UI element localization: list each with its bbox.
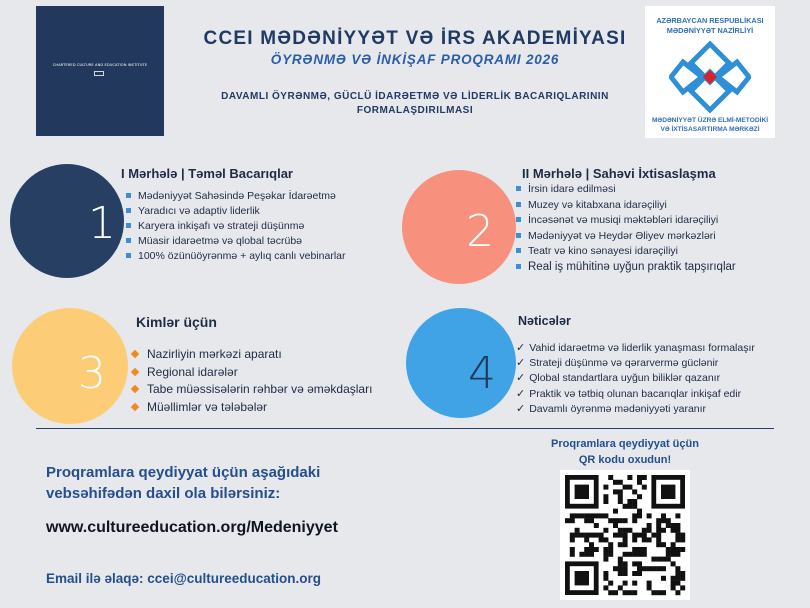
qr-caption-line-2: QR kodu oxudun! <box>578 454 672 466</box>
tagline-line-1: DAVAMLI ÖYRƏNMƏ, GÜCLÜ İDARƏETMƏ VƏ LİDERLİK BACARIQLARININ <box>221 91 609 102</box>
center-name-line-1: MƏDƏNİYYƏT ÜZRƏ ELMİ-METODİKİ <box>651 117 769 124</box>
item-text: Davamlı öyrənmə mədəniyyəti yaranır <box>529 402 707 415</box>
stage-1-circle <box>10 164 124 278</box>
bullet-icon <box>516 186 521 191</box>
center-name <box>645 116 775 134</box>
list-item <box>126 189 346 204</box>
list-item <box>516 402 755 417</box>
stage-1-title: I Mərhələ | Təməl Bacarıqlar <box>121 166 293 181</box>
ministry-logo <box>645 6 775 138</box>
item-text: Mədəniyyət və Heydər Əliyev mərkəzləri <box>528 229 716 242</box>
qr-code[interactable] <box>560 470 690 600</box>
bullet-icon <box>516 264 521 269</box>
bullet-icon <box>126 193 131 198</box>
list-item <box>516 244 736 260</box>
qr-caption-line-1: Proqramlara qeydiyyat üçün <box>551 438 699 450</box>
item-text: Vahid idarəetmə və liderlik yanaşması formalaşır <box>529 342 755 354</box>
bullet-icon <box>516 233 521 238</box>
list-item <box>516 356 755 371</box>
check-icon: ✓ <box>516 386 526 400</box>
check-icon: ✓ <box>516 401 526 415</box>
check-icon: ✓ <box>516 341 526 354</box>
bullet-icon <box>126 238 131 243</box>
contact-email[interactable]: Email ilə əlaqə: ccei@cultureeducation.org <box>46 571 321 586</box>
bullet-icon <box>126 253 131 258</box>
tagline <box>200 90 630 118</box>
bullet-icon <box>516 248 521 253</box>
stage-1-list <box>126 189 346 264</box>
item-text: Karyera inkişafı və strateji düşünmə <box>138 220 305 232</box>
item-text: Müasir idarəetmə və qlobal təcrübə <box>138 235 303 247</box>
list-item <box>132 381 372 399</box>
qr-caption <box>520 436 730 468</box>
registration-line-1: Proqramlara qeydiyyat üçün aşağıdaki <box>46 464 321 481</box>
ministry-name-line-1: AZƏRBAYCAN RESPUBLİKASI <box>656 16 764 25</box>
item-text: İrsin idarə edilməsi <box>528 183 616 195</box>
check-icon: ✓ <box>516 371 526 385</box>
results-title: Nəticələr <box>518 314 571 328</box>
bullet-icon <box>131 402 139 410</box>
ornament-emblem-icon <box>669 40 751 114</box>
audience-number: 3 <box>78 348 106 399</box>
list-item <box>126 249 346 264</box>
audience-title: Kimlər üçün <box>136 314 217 330</box>
results-circle <box>406 308 516 418</box>
bullet-icon <box>126 208 131 213</box>
website-link[interactable]: www.cultureeducation.org/Medeniyyet <box>46 519 338 536</box>
list-item <box>126 219 346 234</box>
list-item <box>516 260 736 276</box>
list-item <box>516 182 736 198</box>
list-item <box>516 198 736 214</box>
item-text: İncəsənət və musiqi məktəbləri idarəçiliyi <box>528 214 719 226</box>
page-title: CCEI MƏDƏNİYYƏT VƏ İRS AKADEMİYASI <box>203 28 627 49</box>
list-item <box>132 364 372 382</box>
item-text: Müəllimlər və tələbələr <box>147 399 268 414</box>
item-text: Teatr və kino sənayesi idarəçiliyi <box>528 245 678 257</box>
logo-mark-icon <box>94 71 104 76</box>
registration-line-2: vebsəhifədən daxil ola bilərsiniz: <box>46 485 281 502</box>
results-list <box>516 341 755 417</box>
stage-2-circle <box>402 170 516 284</box>
audience-circle <box>12 308 128 424</box>
item-text: Strateji düşünmə və qərarvermə güclənir <box>529 357 719 370</box>
tagline-line-2: FORMALAŞDIRILMASI <box>356 105 474 116</box>
list-item <box>132 399 372 417</box>
ministry-name <box>645 16 775 36</box>
item-text: Nazirliyin mərkəzi aparatı <box>147 347 282 361</box>
stage-1-number: 1 <box>88 198 116 249</box>
audience-list <box>132 346 372 416</box>
stage-2-number: 2 <box>466 206 494 257</box>
bullet-icon <box>516 217 521 222</box>
list-item <box>516 229 736 245</box>
list-item <box>132 346 372 364</box>
qr-code-icon <box>560 470 690 600</box>
list-item <box>126 234 346 249</box>
item-text: 100% özünüöyrənmə + aylıq canlı vebinarlar <box>138 250 346 262</box>
ccei-logo <box>36 6 164 136</box>
bullet-icon <box>131 385 139 393</box>
item-text: Praktik və tətbiq olunan bacarıqlar inkişaf edir <box>529 387 742 400</box>
divider <box>36 428 774 429</box>
check-icon: ✓ <box>516 356 526 370</box>
item-text: Tabe müəssisələrin rəhbər və əməkdaşları <box>147 382 373 396</box>
item-text: Mədəniyyət Sahəsində Peşəkar İdarəetmə <box>138 190 336 202</box>
bullet-icon <box>131 350 139 358</box>
bullet-icon <box>131 367 139 375</box>
item-text: Muzey və kitabxana idarəçiliyi <box>528 198 667 211</box>
stage-2-list <box>516 182 736 275</box>
list-item <box>516 387 755 402</box>
logo-text: CHARTERED CULTURE AND EDUCATION INSTITUTE <box>52 63 148 67</box>
item-text: Yaradıcı və adaptiv liderlik <box>138 205 260 217</box>
list-item <box>516 213 736 229</box>
registration-text <box>46 462 386 504</box>
page-subtitle: ÖYRƏNMƏ VƏ İNKİŞAF PROQRAMI 2026 <box>270 52 560 67</box>
bullet-icon <box>126 223 131 228</box>
item-text: Real iş mühitinə uyğun praktik tapşırıqlar <box>528 260 736 273</box>
results-number: 4 <box>468 348 496 399</box>
item-text: Regional idarələr <box>147 364 238 379</box>
item-text: Qlobal standartlara uyğun biliklər qazanır <box>529 372 721 385</box>
list-item <box>126 204 346 219</box>
stage-2-title: II Mərhələ | Sahəvi İxtisaslaşma <box>522 166 716 181</box>
list-item <box>516 371 755 386</box>
center-name-line-2: VƏ İXTİSASARTIRMA MƏRKƏZİ <box>660 126 760 133</box>
bullet-icon <box>516 202 521 207</box>
list-item <box>516 341 755 356</box>
ministry-name-line-2: MƏDƏNİYYƏT NAZİRLİYİ <box>666 26 754 35</box>
